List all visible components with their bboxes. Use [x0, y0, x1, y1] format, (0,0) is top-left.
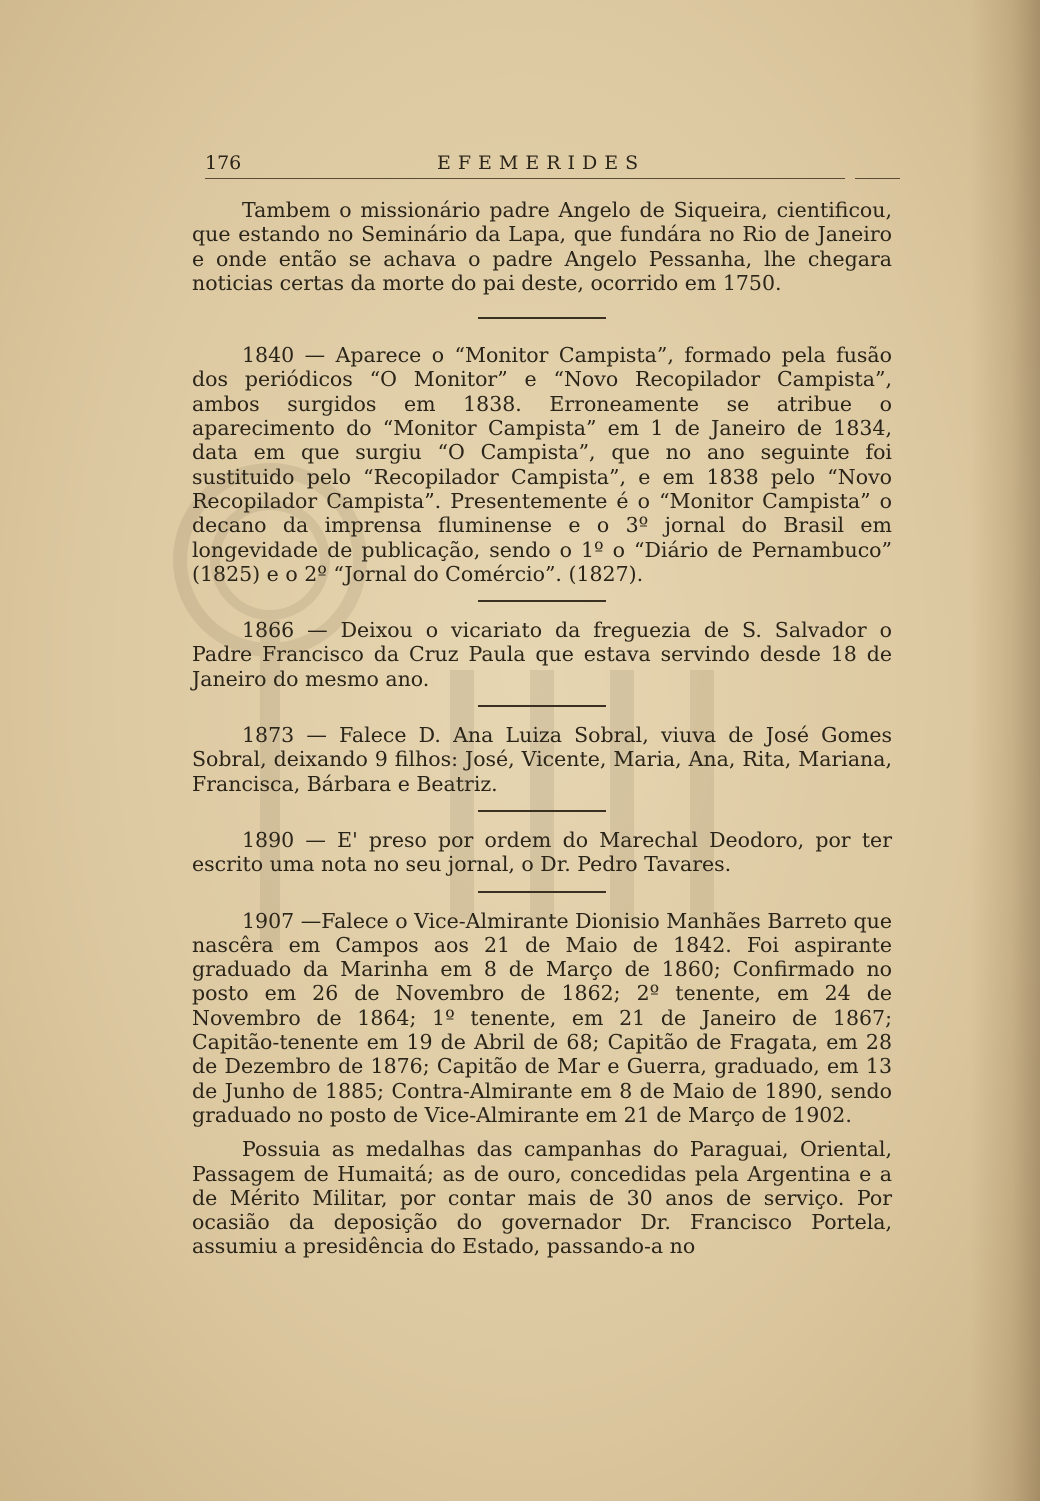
entry-1840: 1840 — Aparece o “Monitor Campista”, formado pela fusão dos periódicos “O Monitor” e “Novo Recopilador Campista”, ambos surgidos em 1838. Erroneamente se atribue o aparecimento do “Monitor Campista” em 1 de Janeiro de 1834, data em que surgiu “O Campista”, que no ano seguinte foi sustituido pelo “Recopilador Campista”, e em 1838 pelo “Novo Recopilador Campista”. Presentemente é o “Monitor Campista” o decano da imprensa fluminense e o 3º jornal do Brasil em longevidade de publicação, sendo o 1º o “Diário de Pernambuco” (1825) e o 2º “Jornal do Comércio”. (1827).	[192, 343, 892, 586]
entry-separator	[478, 600, 606, 602]
entry-separator	[478, 705, 606, 707]
entry-1890: 1890 — E' preso por ordem do Marechal Deodoro, por ter escrito uma nota no seu jornal, o Dr. Pedro Tavares.	[192, 827, 892, 877]
header-rule	[205, 178, 845, 179]
entry-1907: 1907 —Falece o Vice-Almirante Dionisio Manhães Barreto que nascêra em Campos aos 21 de Maio de 1842. Foi aspirante graduado da Marinha em 8 de Março de 1860; Confirmado no posto em 26 de Novembro de 1862; 2º tenente, em 24 de Novembro de 1864; 1º tenente, em 21 de Janeiro de 1867; Capitão-tenente em 19 de Abril de 68; Capitão de Fragata, em 28 de Dezembro de 1876; Capitão de Mar e Guerra, graduado, em 13 de Junho de 1885; Contra-Almirante em 8 de Maio de 1890, sendo graduado no posto de Vice-Almirante em 21 de Março de 1902.	[192, 908, 892, 1127]
running-title: EFEMERIDES	[437, 152, 646, 174]
entry-1866: 1866 — Deixou o vicariato da freguezia de S. Salvador o Padre Francisco da Cruz Paula que estava servindo desde 18 de Janeiro do mesmo ano.	[192, 618, 892, 691]
entry-1873: 1873 — Falece D. Ana Luiza Sobral, viuva de José Gomes Sobral, deixando 9 filhos: José, Vicente, Maria, Ana, Rita, Mariana, Francisca, Bárbara e Beatriz.	[192, 723, 892, 796]
body-text	[192, 198, 892, 1259]
entry-1907-continuation: Possuia as medalhas das campanhas do Paraguai, Oriental, Passagem de Humaitá; as de ouro, concedidas pela Argentina e a de Mérito Militar, por contar mais de 30 anos de serviço. Por ocasião da deposição do governador Dr. Francisco Portela, assumiu a presidência do Estado, passando-a no	[192, 1137, 892, 1259]
page-header	[205, 152, 895, 182]
paragraph-intro: Tambem o missionário padre Angelo de Siqueira, cientificou, que estando no Seminário da Lapa, que fundára no Rio de Janeiro e onde então se achava o padre Angelo Pessanha, lhe chegara noticias certas da morte do pai deste, ocorrido em 1750.	[192, 198, 892, 295]
page-number: 176	[205, 152, 242, 174]
entry-separator	[478, 317, 606, 319]
page-edge-shadow	[970, 0, 1040, 1501]
header-rule-right	[855, 178, 900, 179]
entry-separator	[478, 810, 606, 812]
entry-separator	[478, 891, 606, 893]
